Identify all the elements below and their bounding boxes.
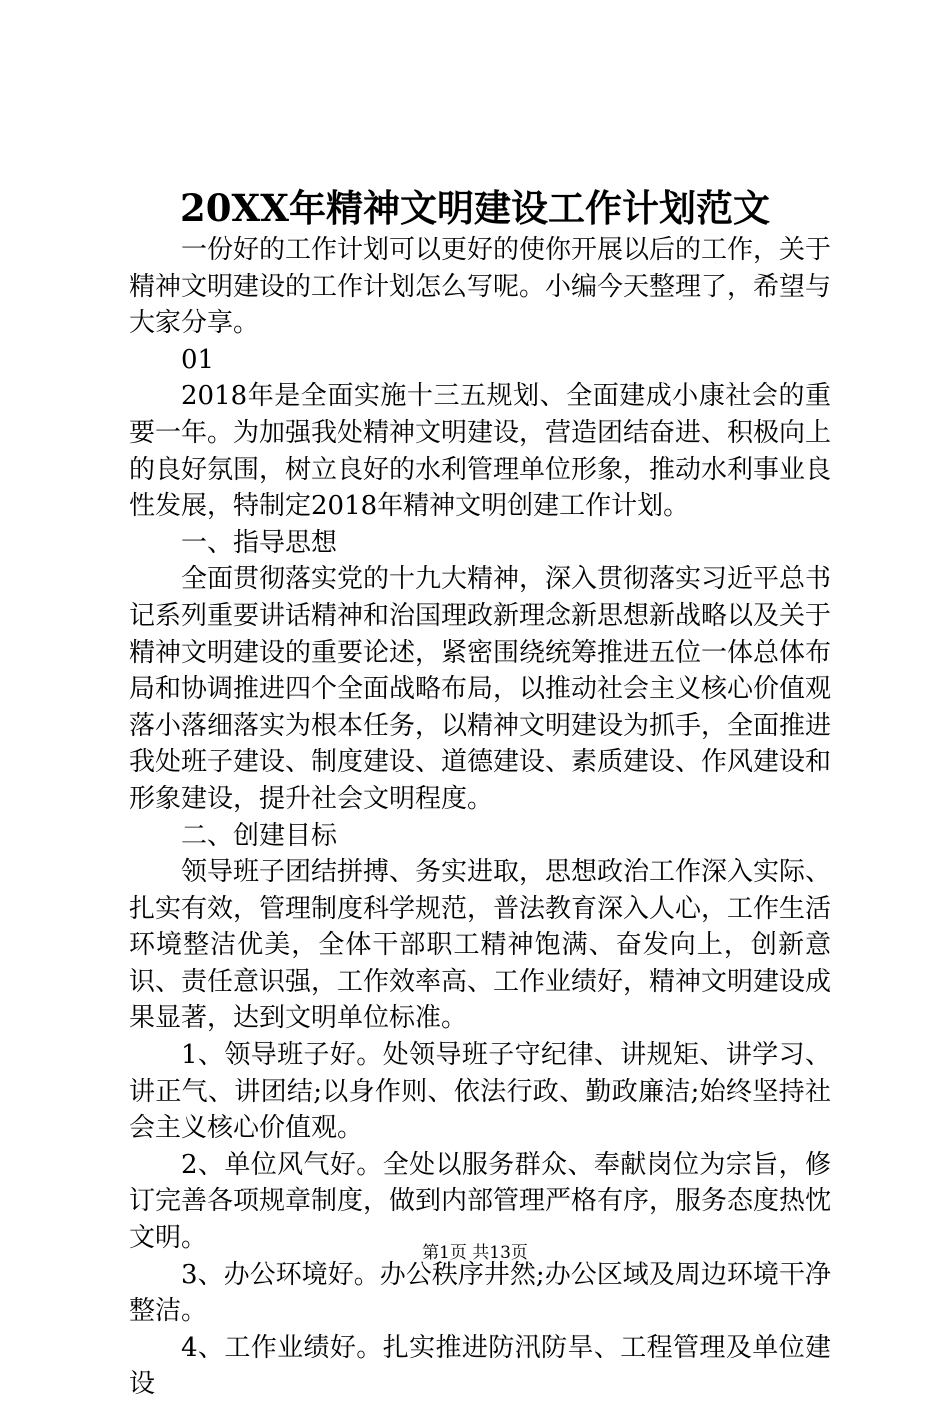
goal-item-3: 3、办公环境好。办公秩序井然;办公区域及周边环境干净整洁。 [129, 1259, 831, 1327]
document-body [129, 232, 831, 1403]
goals-paragraph: 领导班子团结拼搏、务实进取，思想政治工作深入实际、扎实有效，管理制度科学规范，普法教育深入人心，工作生活环境整洁优美，全体干部职工精神饱满、奋发向上，创新意识、责任意识强，工作效率高、工作业绩好，精神文明建设成果显著，达到文明单位标准。 [129, 857, 832, 1034]
goal-item-4: 4、工作业绩好。扎实推进防汛防旱、工程管理及单位建设 [129, 1332, 831, 1400]
section-heading-guiding-thought: 一、指导思想 [181, 527, 338, 558]
goal-item-1: 1、领导班子好。处领导班子守纪律、讲规矩、讲学习、讲正气、讲团结;以身作则、依法行政、勤政廉洁;始终坚持社会主义核心价值观。 [129, 1040, 831, 1144]
goal-item-2: 2、单位风气好。全处以服务群众、奉献岗位为宗旨，修订完善各项规章制度，做到内部管理严格有序，服务态度热忱文明。 [129, 1149, 832, 1254]
section-number: 01 [181, 344, 215, 375]
page-footer: 第1页 共13页 [422, 1243, 528, 1263]
intro-paragraph: 一份好的工作计划可以更好的使你开展以后的工作，关于精神文明建设的工作计划怎么写呢。小编今天整理了，希望与大家分享。 [129, 235, 832, 339]
document-title: 20XX年精神文明建设工作计划范文 [180, 186, 770, 230]
guiding-thought-paragraph: 全面贯彻落实党的十九大精神，深入贯彻落实习近平总书记系列重要讲话精神和治国理政新理念新思想新战略以及关于精神文明建设的重要论述，紧密围绕统筹推进五位一体总体布局和协调推进四个全面战略布局，以推动社会主义核心价值观落小落细落实为根本任务，以精神文明建设为抓手，全面推进我处班子建设、制度建设、道德建设、素质建设、作风建设和形象建设，提升社会文明程度。 [129, 564, 832, 814]
section-heading-goals: 二、创建目标 [181, 820, 338, 851]
background-paragraph: 2018年是全面实施十三五规划、全面建成小康社会的重要一年。为加强我处精神文明建设，营造团结奋进、积极向上的良好氛围，树立良好的水利管理单位形象，推动水利事业良性发展，特制定2018年精神文明创建工作计划。 [129, 381, 832, 522]
